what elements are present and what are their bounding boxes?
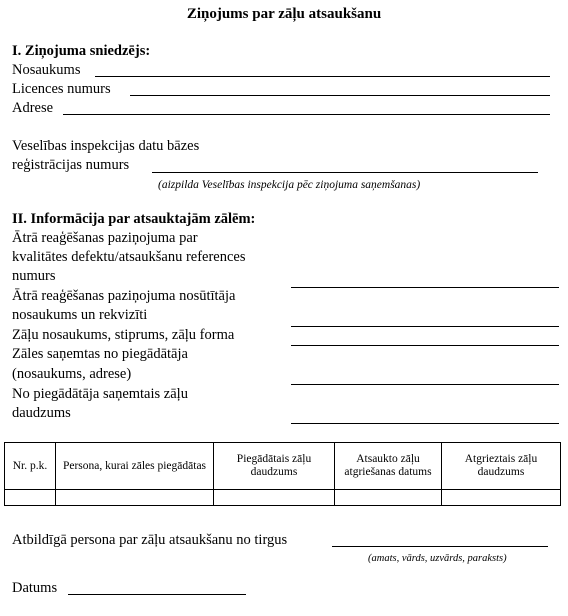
- field-line-address[interactable]: [63, 114, 550, 115]
- section-1-heading: I. Ziņojuma sniedzējs:: [12, 43, 151, 59]
- item3-line1: Zāļu nosaukums, stiprums, zāļu forma: [12, 327, 235, 343]
- item2-line2: nosaukums un rekvizīti: [12, 307, 148, 323]
- field-line-registry[interactable]: [152, 172, 538, 173]
- col-header-supplied-qty: Piegādātais zāļu daudzums: [214, 443, 335, 490]
- item1-line3: numurs: [12, 268, 56, 284]
- field-line-medicine[interactable]: [291, 345, 559, 346]
- item5-line1: No piegādātāja saņemtais zāļu: [12, 386, 188, 402]
- table-cell[interactable]: [335, 490, 442, 506]
- item4-line2: (nosaukums, adrese): [12, 366, 132, 382]
- field-label-license: Licences numurs: [12, 81, 111, 97]
- field-line-license[interactable]: [130, 95, 550, 96]
- item1-line1: Ātrā reaģēšanas paziņojuma par: [12, 230, 198, 246]
- table-cell[interactable]: [5, 490, 56, 506]
- registry-note: (aizpilda Veselības inspekcija pēc ziņojuma saņemšanas): [158, 179, 421, 191]
- section-2-heading: II. Informācija par atsauktajām zālēm:: [12, 211, 256, 227]
- table-cell[interactable]: [442, 490, 561, 506]
- responsible-label: Atbildīgā persona par zāļu atsaukšanu no tirgus: [12, 532, 288, 548]
- item2-line1: Ātrā reaģēšanas paziņojuma nosūtītāja: [12, 288, 236, 304]
- field-line-supplier[interactable]: [291, 384, 559, 385]
- col-header-return-date: Atsaukto zāļu atgriešanas datums: [335, 443, 442, 490]
- field-line-date[interactable]: [68, 594, 246, 595]
- item5-line2: daudzums: [12, 405, 71, 421]
- table-cell[interactable]: [214, 490, 335, 506]
- item4-line1: Zāles saņemtas no piegādātāja: [12, 346, 188, 362]
- table-row: [5, 490, 561, 506]
- item1-line2: kvalitātes defektu/atsaukšanu references: [12, 249, 246, 265]
- col-header-person: Persona, kurai zāles piegādātas: [56, 443, 214, 490]
- registry-label-line2: reģistrācijas numurs: [12, 157, 130, 173]
- recipients-table: [4, 442, 561, 506]
- document-title: Ziņojums par zāļu atsaukšanu: [186, 6, 382, 22]
- field-line-responsible[interactable]: [332, 546, 548, 547]
- field-line-sender[interactable]: [291, 326, 559, 327]
- table-cell[interactable]: [56, 490, 214, 506]
- field-label-address: Adrese: [12, 100, 54, 116]
- field-line-quantity[interactable]: [291, 423, 559, 424]
- field-line-name[interactable]: [95, 76, 550, 77]
- table-header-row: [5, 443, 561, 490]
- registry-label-line1: Veselības inspekcijas datu bāzes: [12, 138, 200, 154]
- col-header-number: Nr. p.k.: [5, 443, 56, 490]
- col-header-returned-qty: Atgrieztais zāļu daudzums: [442, 443, 561, 490]
- field-line-reference-number[interactable]: [291, 287, 559, 288]
- field-label-name: Nosaukums: [12, 62, 81, 78]
- date-label: Datums: [12, 580, 58, 596]
- responsible-note: (amats, vārds, uzvārds, paraksts): [368, 553, 507, 564]
